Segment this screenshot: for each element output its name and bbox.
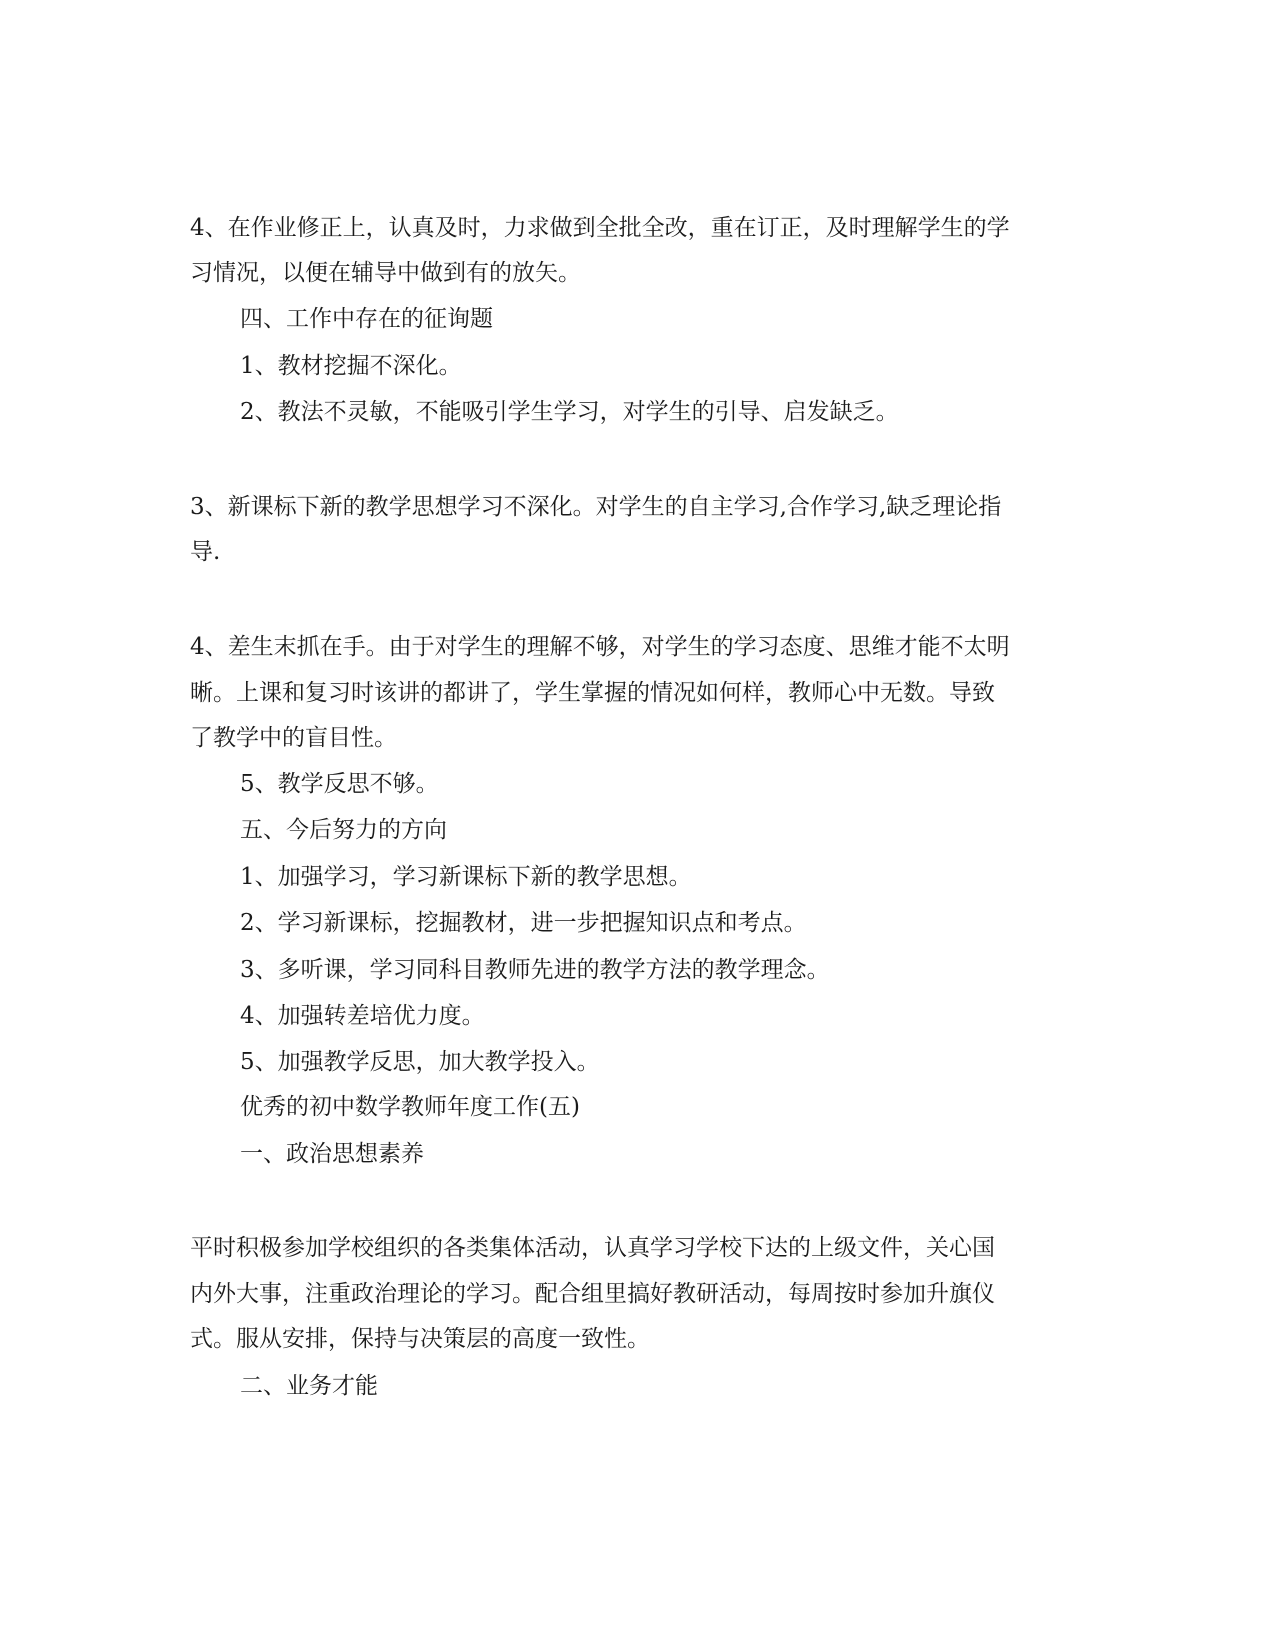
list-item: 3、多听课，学习同科目教师先进的教学方法的教学理念。 [240, 957, 830, 983]
paragraph-line: 4、差生末抓在手。由于对学生的理解不够，对学生的学习态度、思维才能不太明 [190, 634, 1010, 660]
paragraph-line: 3、新课标下新的教学思想学习不深化。对学生的自主学习,合作学习,缺乏理论指 [190, 494, 1002, 520]
paragraph-line: 习情况，以便在辅导中做到有的放矢。 [190, 260, 581, 286]
section-heading: 一、政治思想素养 [240, 1141, 424, 1167]
paragraph-line: 4、在作业修正上，认真及时，力求做到全批全改，重在订正，及时理解学生的学 [190, 215, 1010, 241]
section-heading: 四、工作中存在的征询题 [240, 306, 493, 332]
document-subtitle: 优秀的初中数学教师年度工作(五) [240, 1094, 580, 1120]
list-item: 2、教法不灵敏，不能吸引学生学习，对学生的引导、启发缺乏。 [240, 399, 899, 425]
list-item: 2、学习新课标，挖掘教材，进一步把握知识点和考点。 [240, 910, 807, 936]
list-item: 5、教学反思不够。 [240, 771, 439, 797]
list-item: 1、教材挖掘不深化。 [240, 353, 462, 379]
paragraph-line: 式。服从安排，保持与决策层的高度一致性。 [190, 1326, 650, 1352]
paragraph-line: 了教学中的盲目性。 [190, 725, 397, 751]
list-item: 4、加强转差培优力度。 [240, 1003, 485, 1029]
paragraph-line: 内外大事，注重政治理论的学习。配合组里搞好教研活动，每周按时参加升旗仪 [190, 1281, 995, 1307]
list-item: 5、加强教学反思，加大教学投入。 [240, 1049, 600, 1075]
paragraph-line: 导. [190, 539, 221, 565]
list-item: 1、加强学习，学习新课标下新的教学思想。 [240, 864, 692, 890]
section-heading: 二、业务才能 [240, 1373, 378, 1399]
paragraph-line: 平时积极参加学校组织的各类集体活动，认真学习学校下达的上级文件，关心国 [190, 1235, 995, 1261]
section-heading: 五、今后努力的方向 [240, 817, 447, 843]
paragraph-line: 晰。上课和复习时该讲的都讲了，学生掌握的情况如何样，教师心中无数。导致 [190, 680, 995, 706]
